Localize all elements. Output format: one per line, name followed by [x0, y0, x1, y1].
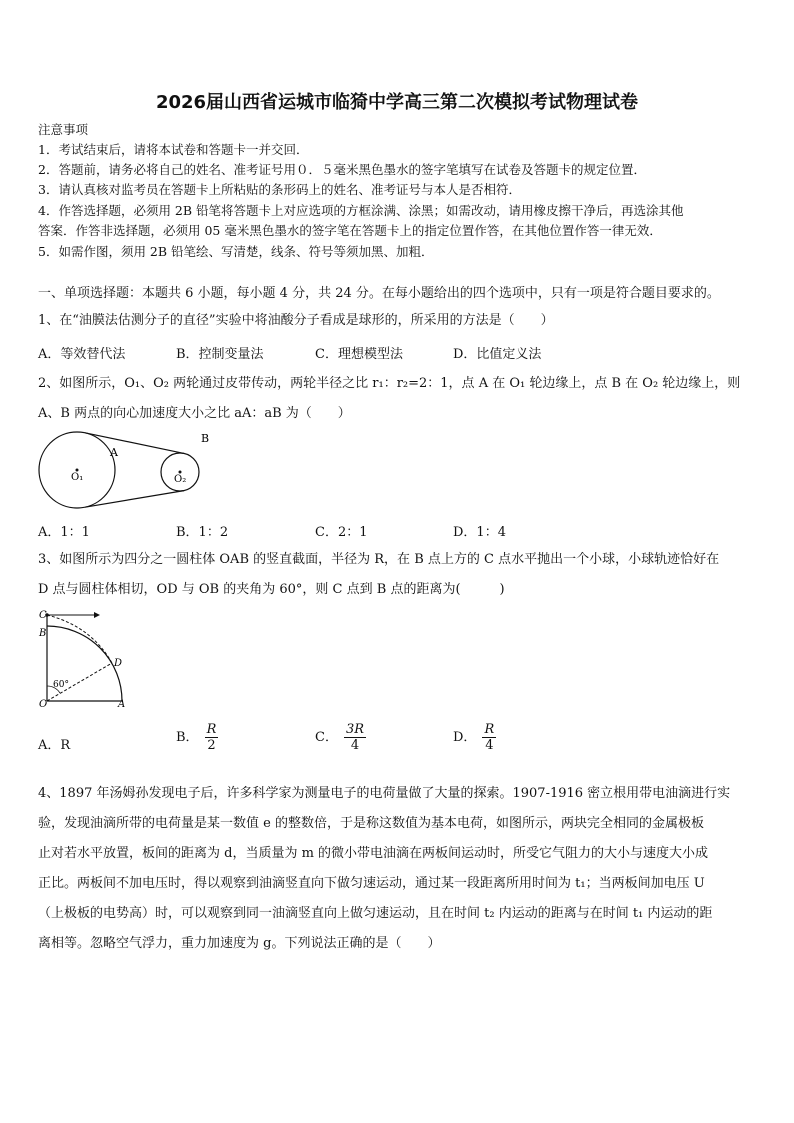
- numerator: R: [206, 722, 217, 737]
- label-a: A: [110, 446, 118, 459]
- notice-item: 答案．作答非选择题，必须用 05 毫米黑色墨水的签字笔在答题卡上的指定位置作答，在其他位置作答一律无效．: [38, 223, 662, 238]
- label-o1: O₁: [71, 472, 84, 483]
- label-d: D: [114, 658, 123, 669]
- question-4-line: 正比。两板间不加电压时，得以观察到油滴竖直向下做匀速运动，通过某一段距离所用时间为 t₁；当两板间加电压 U: [38, 876, 705, 891]
- q1-option-b: B．控制变量法: [176, 347, 264, 362]
- label-a: A: [118, 699, 126, 710]
- fraction: [205, 722, 219, 753]
- q3-option-b: [176, 722, 218, 753]
- question-4-line: 4、1897 年汤姆孙发现电子后，许多科学家为测量电子的电荷量做了大量的探索。1907-1916 密立根用带电油滴进行实: [38, 786, 731, 801]
- question-4-line: 止对若水平放置，板间的距离为 d，当质量为 m 的微小带电油滴在两板间运动时，所受它气阻力的大小与速度大小成: [38, 846, 709, 861]
- belt-pulley-figure: [36, 420, 216, 512]
- notice-item: 3．请认真核对监考员在答题卡上所粘贴的条形码上的姓名、准考证号与本人是否相符．: [38, 182, 521, 197]
- question-2-stem: 2、如图所示，O₁、O₂ 两轮通过皮带传动，两轮半径之比 r₁：r₂=2：1，点 A 在 O₁ 轮边缘上，点 B 在 O₂ 轮边缘上，则: [38, 376, 741, 391]
- notice-item: 4．作答选择题，必须用 2B 铅笔将答题卡上对应选项的方框涂满、涂黑；如需改动，请用橡皮擦干净后，再选涂其他: [38, 203, 684, 218]
- angle-label: 60°: [53, 680, 69, 690]
- label-o2: O₂: [174, 474, 187, 485]
- q1-option-d: D．比值定义法: [453, 347, 542, 362]
- option-prefix: D．: [453, 730, 477, 745]
- question-4-line: 离相等。忽略空气浮力，重力加速度为 g。下列说法正确的是（ ）: [38, 936, 441, 951]
- question-4-line: （上极板的电势高）时，可以观察到同一油滴竖直向上做匀速运动，且在时间 t₂ 内运动的距离与在时间 t₁ 内运动的距: [38, 906, 713, 921]
- q3-option-d: [453, 722, 496, 753]
- page-title: 2026届山西省运城市临猗中学高三第二次模拟考试物理试卷: [155, 92, 639, 113]
- notice-item: 1．考试结束后，请将本试卷和答题卡一并交回．: [38, 142, 309, 157]
- q3-option-c: [315, 722, 366, 753]
- quarter-cylinder-figure: [36, 606, 136, 710]
- fraction: [482, 722, 496, 753]
- denominator: 4: [485, 738, 494, 753]
- q3-option-a: A．R: [38, 738, 71, 753]
- label-c: C: [39, 610, 47, 621]
- question-2-stem: A、B 两点的向心加速度大小之比 aA：aB 为（ ）: [38, 406, 351, 421]
- q2-option-d: D．1：4: [453, 525, 506, 540]
- denominator: 2: [207, 738, 216, 753]
- option-prefix: B．: [176, 730, 199, 745]
- q2-option-a: A．1：1: [38, 525, 90, 540]
- question-4-line: 验，发现油滴所带的电荷量是某一数值 e 的整数倍，于是称这数值为基本电荷，如图所示，两块完全相同的金属极板: [38, 816, 704, 831]
- numerator: R: [484, 722, 495, 737]
- notice-item: 2．答题前，请务必将自己的姓名、准考证号用０．５毫米黑色墨水的签字笔填写在试卷及答题卡的规定位置．: [38, 162, 646, 177]
- option-prefix: C．: [315, 730, 338, 745]
- q2-option-b: B．1：2: [176, 525, 229, 540]
- denominator: 4: [350, 738, 360, 753]
- fraction: [344, 722, 366, 753]
- numerator: 3R: [345, 722, 365, 737]
- q2-option-c: C．2：1: [315, 525, 368, 540]
- notice-item: 5．如需作图，须用 2B 铅笔绘、写清楚，线条、符号等须加黑、加粗．: [38, 244, 434, 259]
- notice-heading: 注意事项: [38, 122, 89, 137]
- label-o: O: [39, 699, 48, 710]
- section-heading: 一、单项选择题：本题共 6 小题，每小题 4 分，共 24 分。在每小题给出的四个选项中，只有一项是符合题目要求的。: [38, 286, 720, 301]
- question-1-stem: 1、在“油膜法估测分子的直径”实验中将油酸分子看成是球形的，所采用的方法是（ ）: [38, 313, 554, 328]
- label-b: B: [201, 432, 210, 445]
- question-3-stem: 3、如图所示为四分之一圆柱体 OAB 的竖直截面，半径为 R，在 B 点上方的 C 点水平抛出一个小球，小球轨迹恰好在: [38, 552, 720, 567]
- question-3-stem: D 点与圆柱体相切，OD 与 OB 的夹角为 60°，则 C 点到 B 点的距离为( ): [38, 582, 505, 597]
- label-b: B: [39, 628, 47, 639]
- q1-option-c: C．理想模型法: [315, 347, 403, 362]
- q1-option-a: A．等效替代法: [38, 347, 126, 362]
